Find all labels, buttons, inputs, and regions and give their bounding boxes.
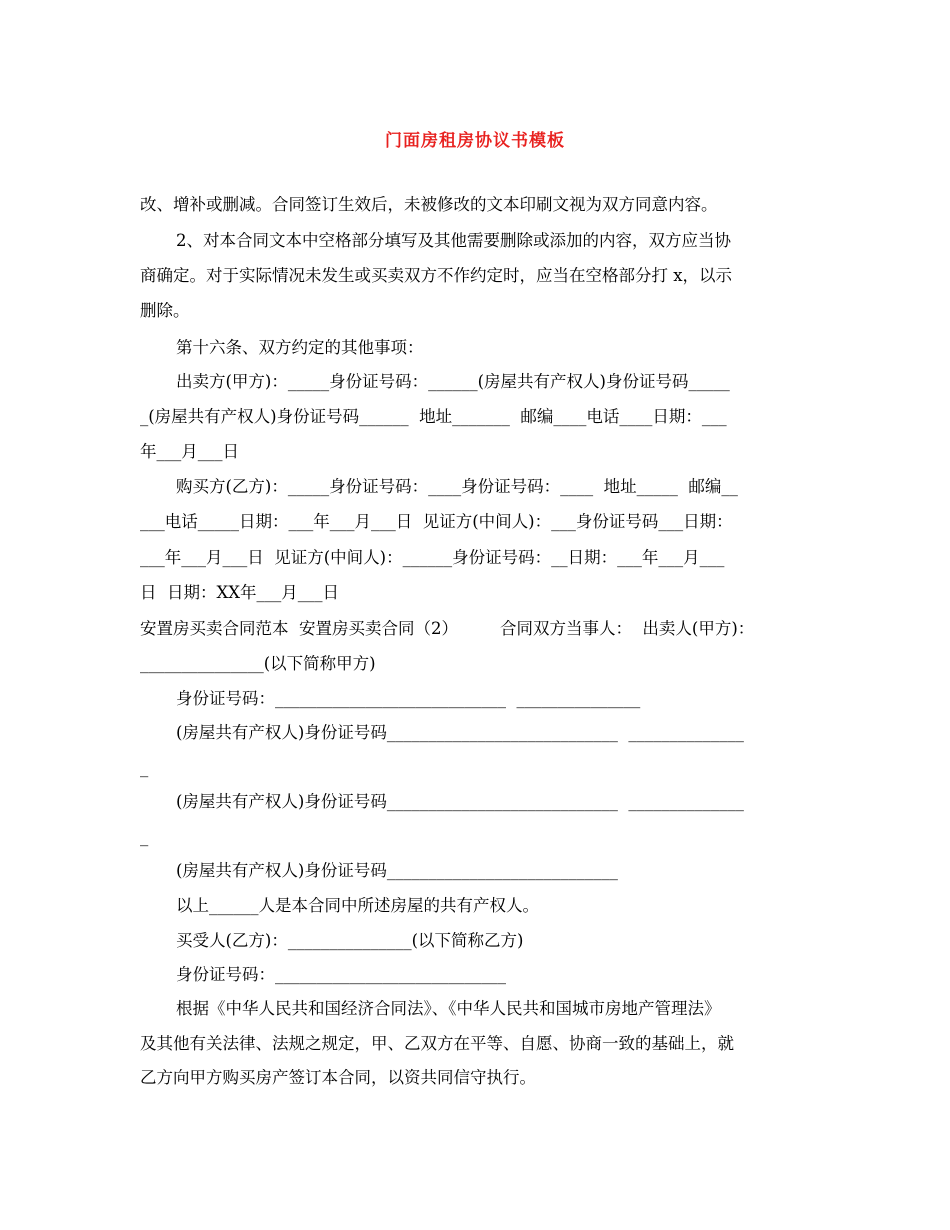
text-line: 年___月___日 [140,442,239,461]
text-line: 及其他有关法律、法规之规定，甲、乙双方在平等、自愿、协商一致的基础上，就 [140,1034,734,1053]
text-line: 购买方(乙方)：_____身份证号码：____身份证号码：____ 地址_____ 邮编__ [176,477,738,496]
text-line: 出卖方(甲方)：_____身份证号码：______(房屋共有产权人)身份证号码_____ [176,372,730,391]
text-line: 改、增补或删减。合同签订生效后，未被修改的文本印刷文视为双方同意内容。 [140,195,718,214]
text-line: _______________(以下简称甲方) [140,654,376,673]
document-title: 门面房租房协议书模板 [385,131,565,151]
text-line: ___年___月___日 见证方(中间人)：______身份证号码：__日期：___年___月___ [140,548,725,567]
text-line: 根据《中华人民共和国经济合同法》、《中华人民共和国城市房地产管理法》 [176,999,721,1018]
text-line: _ [140,827,149,846]
text-line: 买受人(乙方)：_______________(以下简称乙方) [176,931,524,950]
text-line: _ [140,758,149,777]
text-line: 2、对本合同文本中空格部分填写及其他需要删除或添加的内容，双方应当协 [176,231,731,250]
text-line: (房屋共有产权人)身份证号码____________________________ ______________ [176,792,744,811]
text-line: 日 日期：XX年___月___日 [140,583,339,602]
text-line: 身份证号码：____________________________ [176,965,506,984]
text-line: 身份证号码：____________________________ _______________ [176,689,641,708]
text-line: (房屋共有产权人)身份证号码____________________________ ______________ [176,723,744,742]
text-line: 以上______人是本合同中所述房屋的共有产权人。 [176,896,539,915]
text-line: 商确定。对于实际情况未发生或买卖双方不作约定时，应当在空格部分打 x，以示 [140,266,733,285]
text-line: 安置房买卖合同范本 安置房买卖合同（2） 合同双方当事人： 出卖人(甲方)： [140,619,755,638]
text-line: 删除。 [140,301,190,320]
text-line: ___电话_____日期：___年___月___日 见证方(中间人)：___身份证号码___日期： [140,512,733,531]
text-line: 第十六条、双方约定的其他事项： [176,338,424,357]
text-line: 乙方向甲方购买房产签订本合同，以资共同信守执行。 [140,1068,536,1087]
text-line: _(房屋共有产权人)身份证号码______ 地址_______ 邮编____电话____日期：___ [140,407,727,426]
text-line: (房屋共有产权人)身份证号码____________________________ [176,861,618,880]
